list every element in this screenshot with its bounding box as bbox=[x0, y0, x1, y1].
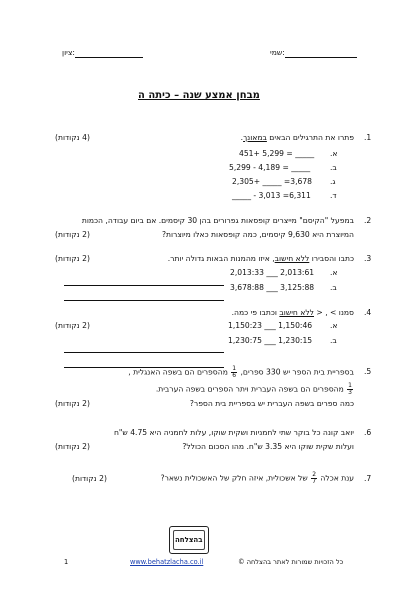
q6-number: .6 bbox=[364, 428, 372, 437]
q1d-letter: .ד bbox=[330, 191, 337, 200]
q4a-expr: 1,150:23 ___ 1,150:46 bbox=[228, 321, 313, 330]
q5-points: (2 נקודות) bbox=[55, 399, 90, 408]
q6-points: (2 נקודות) bbox=[55, 442, 90, 451]
q7-points: (2 נקודות) bbox=[72, 474, 107, 483]
q1-number: .1 bbox=[364, 133, 372, 142]
grade-field[interactable]: :ציון bbox=[62, 48, 143, 58]
page-number: 1 bbox=[64, 558, 69, 566]
q1c-expr[interactable]: 2,305+ _____ =3,678 bbox=[232, 177, 313, 186]
q2-line1: במפעל "הקיסם" מייצרים קופסאות גפרורים בהן 30 קיסמים. אם ביום עבודה, הכמות bbox=[81, 216, 354, 225]
q4b-letter: .ב bbox=[330, 336, 337, 345]
q4a-letter: .א bbox=[330, 321, 338, 330]
q1c-letter: .ג bbox=[330, 177, 336, 186]
q7-fraction: $\frac{2}{7}$ bbox=[312, 471, 317, 485]
q3b-answer-line[interactable] bbox=[64, 282, 224, 301]
copyright-text: כל הזכויות שמורות לאתר בהצלחה © bbox=[238, 558, 344, 566]
q3-points: (2 נקודות) bbox=[55, 254, 90, 263]
q7-number: .7 bbox=[364, 474, 372, 483]
q5-line3: כמה ספרים בשפה העברית יש בספריית בית הספר? bbox=[189, 399, 354, 408]
q2-points: (2 נקודות) bbox=[55, 230, 90, 239]
logo-text: בהצלחה bbox=[175, 536, 203, 544]
q4b-expr: 1,230:75 ___ 1,230:15 bbox=[228, 336, 313, 345]
q1-text: פתרו את התרגילים הבאים במאונך. bbox=[240, 133, 354, 142]
site-logo bbox=[169, 526, 209, 554]
q2-line2: המיוצרת היא 9,630 קיסמים, כמה קופסאות כאלו מיוצרות? bbox=[161, 230, 354, 239]
q3-text: כתבו והסבירו ללא חישוב, איזו מהמנות הבאות גדולה יותר. bbox=[167, 254, 354, 263]
q3-number: .3 bbox=[364, 254, 372, 263]
q1b-letter: .ב bbox=[330, 163, 337, 172]
site-link[interactable]: www.behatzlacha.co.il bbox=[130, 558, 204, 566]
q4-number: .4 bbox=[364, 308, 372, 317]
q5-line1: בספריית בית הספר יש 330 ספרים, $\frac{1}{6}$ מהספרים הם בשפה האנגלית , bbox=[128, 365, 354, 379]
q7-text: ענת אכלה $\frac{2}{7}$ של אשכולית, איזה חלק של האשכולית נשאר? bbox=[160, 471, 354, 485]
name-field[interactable]: :שמי bbox=[270, 48, 357, 58]
q5-fraction-2: $\frac{1}{3}$ bbox=[348, 382, 352, 396]
q5-number: .5 bbox=[364, 367, 372, 376]
q1a-letter: .א bbox=[330, 149, 338, 158]
q1b-expr[interactable]: 5,299 - 4,189 = _____ bbox=[229, 163, 311, 172]
q3b-expr: 3,678:88 ___ 3,125:88 bbox=[230, 283, 315, 292]
q2-number: .2 bbox=[364, 216, 372, 225]
q4-text: סמנו > , < ללא חישוב וכתבו פי כמה. bbox=[231, 308, 354, 317]
q3a-letter: .א bbox=[330, 268, 338, 277]
q6-line2: ועלות שקית שוקו היא 3.35 ש"ח. מהו הסכום הכולל? bbox=[182, 442, 354, 451]
q6-line1: יואב קונה כל בוקר שתי לחמניות ושקית שוקו, עלות לחמניה היא 4.75 ש"ח bbox=[113, 428, 354, 437]
q4-points: (2 נקודות) bbox=[55, 321, 90, 330]
q5-line2: $\frac{1}{3}$ מהספרים הם בשפה העברית ויתר הספרים בשפה הערבית. bbox=[155, 382, 352, 396]
q3b-letter: .ב bbox=[330, 283, 337, 292]
q1-points: (4 נקודות) bbox=[55, 133, 90, 142]
q5-fraction-1: $\frac{1}{6}$ bbox=[232, 365, 237, 379]
q1a-expr[interactable]: 451+ 5,299 = _____ bbox=[239, 149, 315, 158]
q3a-expr: 2,013:33 ___ 2,013:61 bbox=[230, 268, 315, 277]
q1d-expr[interactable]: _____ - 3,013 =6,311 bbox=[232, 191, 311, 200]
page-title: מבחן אמצע שנה – כיתה ה bbox=[138, 90, 260, 101]
